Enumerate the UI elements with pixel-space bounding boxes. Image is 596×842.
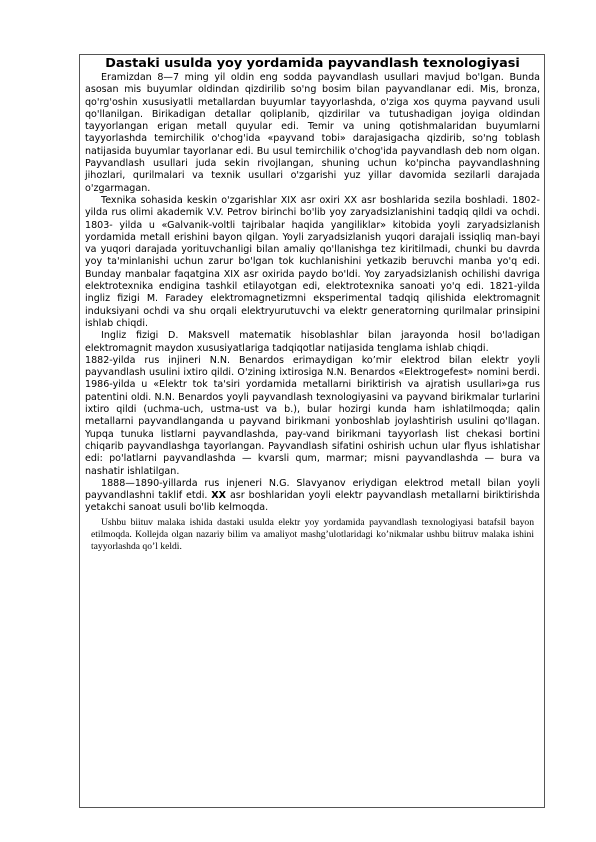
century-bold: XX [211, 490, 227, 502]
paragraph-petrov: Texnika sohasida keskin o'zgarishlar XIX asr oxiri XX asr boshlarida sezila boshladi. 1802-yilda rus olimi akademik V.V. Petrov birinchi bo'lib yoy zaryadsizlanishini tadqiq qildi va ochdi. 1803- yilda u «Galvanik-voltli tajribalar haqida yangiliklar» kitobida yoyli zaryadsizlanish yordamida metall erishini bayon qilgan. Yoyli zaryadsizlanish yuqori darajali issiqliq man-bayi va yuqori darajada yorituvchanligi bilan amaliy qo'llanishga tez kiritilmadi, chunki bu davrda yoy ta'minlanishi uchun zarur bo'lgan tok kuchlanishini yetkazib beruvchi manba yo'q edi. Bunday manbalar faqatgina XIX asr oxirida paydo bo'ldi. Yoy zaryadsizlanish ochilishi davriga elektrotexnika endigina tashkil etilayotgan edi, elektrotexnika sanoati yo'q edi. 1821-yilda ingliz fizigi M. Faradey elektromagnetizmni eksperimental tadqiq qilishida elektromagnit induksiyani ochdi va shu orqali elektryurutuvchi va elektr generatorning qurilmalar prinsipini ishlab chiqdi. [85, 194, 540, 329]
slavyanov-text-end: asr boshlaridan yoyli elektr payvandlash metallarni biriktirishda yetakchi sanoat usuli bo'lib kelmoqda. [85, 490, 540, 514]
paragraph-benardos: 1882-yilda rus injineri N.N. Benardos erimaydigan ko’mir elektrod bilan elektr yoyli payvandlash usulini ixtiro qildi. O'zining ixtirosiga N.N. Benardos «Elektrogefest» nomini berdi. 1986-yilda u «Elektr tok ta'siri yordamida metallarni biriktirish va ajratish usullari»ga rus patentini oldi. N.N. Benardos yoyli payvandlash texnologiyasini va payvand birikmalar turlarini ixtiro qildi (uchma-uch, ustma-ust va b.), bular hozirgi kunda ham ishlatilmoqda; qalin metallarni payvandlanganda u payvand birikmani yonboshlab joylashtirish usulini qo'llagan. Yupqa tunuka listlarni payvandlashda, pay-vand birikmani tayyorlash list chekasi bortini chiqarib payvandlashga tayorlangan. Payvandlash sifatini oshirish uchun ular flyus ishlatishar edi: po'latlarni payvandlashda — kvarsli qum, marmar; misni payvandlashda — bura va nashatir ishlatilgan. [85, 354, 540, 477]
footnote: Ushbu biituv malaka ishida dastaki usulda elektr yoy yordamida payvandlash texnologiyasi batafsil bayon etilmoqda. Kollejda olgan nazariy bilim va amaliyot mashg’ulotlaridagi ko’nikmalar ushbu biitruv malaka ishini tayyorlashda qo’l keldi. [91, 516, 534, 552]
paragraph-maxwell: Ingliz fizigi D. Maksvell matematik hisoblashlar bilan jarayonda hosil bo'ladigan elektromagnit maydon xususiyatlariga tadqiqotlar natijasida tenglama ishlab chiqdi. [85, 330, 540, 354]
slavyanov-text-start: 1888—1890-yillarda rus injeneri N.G. Slavyanov eriydigan elektrod metall bilan yoyli payvandlashni taklif etdi. [85, 477, 540, 502]
paragraph-history: Eramizdan 8—7 ming yil oldin eng sodda payvandlash usullari mavjud bo'lgan. Bunda asosan mis buyumlar oldindan qizdirilib so'ng bosim bilan payvandlanar edi. Mis, bronza, qo'rg'oshin xususiyatli metallardan buyumlar tayyorlashda, o'ziga xos quyma payvand usuli qo'llanilgan. Birikadigan detallar qoliplanib, qizdirilar va tutushadigan joyiga oldindan tayyorlangan erigan metall quyular edi. Temir va uning qotishmalaridan buyumlarni tayyorlashda temirchilik o'chog'ida «payvand tobi» darajasigacha qizdirib, so'ng toblash natijasida buyumlar tayorlanar edi. Bu usul temirchilik o'chog'ida payvandlash deb nom olgan. Payvandlash usullari juda sekin rivojlangan, shuning uchun ko'pincha payvandlashning jihozlari, qurilmalari va texnik usullari o'zgarishi yuz yillar davomida sezilarli darajada o'zgarmagan. [85, 72, 540, 194]
document-title: Dastaki usulda yoy yordamida payvandlash texnologiyasi [105, 56, 520, 71]
paragraph-slavyanov [85, 478, 540, 515]
document-content [85, 56, 540, 553]
